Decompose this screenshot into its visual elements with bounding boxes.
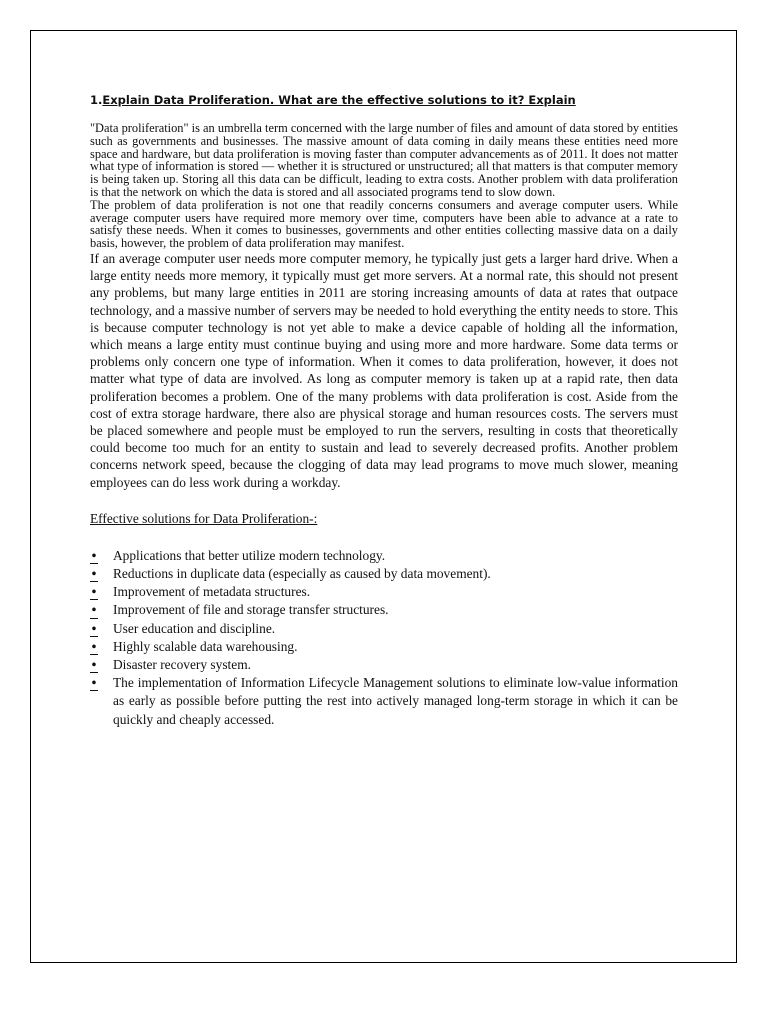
list-item-text: Reductions in duplicate data (especially as caused by data movement). [113, 566, 491, 582]
list-item [90, 638, 678, 656]
list-item-text: Disaster recovery system. [113, 657, 251, 673]
list-item-text: Applications that better utilize modern technology. [113, 547, 386, 563]
list-item-text: Improvement of metadata structures. [113, 584, 311, 600]
list-item [90, 601, 678, 619]
solutions-list [90, 547, 678, 729]
list-item [90, 674, 678, 729]
list-item [90, 565, 678, 583]
bullet-icon: • [90, 547, 98, 565]
bullet-icon: • [90, 656, 98, 674]
bullet-icon: • [90, 601, 98, 619]
document-body [90, 92, 678, 729]
paragraph-large-entities: If an average computer user needs more computer memory, he typically just gets a larger hard drive. When a large entity needs more memory, it typically must get more servers. At a normal rate, this should not present any problems, but many large entities in 2011 are storing increasing amounts of data at rates that outpace technology, and a massive number of servers may be needed to hold everything the entity needs to store. This is because computer technology is not yet able to make a device capable of holding all the information, which means a large entity must continue buying and using more and more hardware. Some data terms or problems only concern one type of information. When it comes to data proliferation, however, it does not matter what type of data are involved. As long as computer memory is taken up at a rapid rate, then data proliferation becomes a problem. One of the many problems with data proliferation is cost. Aside from the cost of extra storage hardware, there also are physical storage and human resources costs. The servers must be placed somewhere and people must be employed to run the servers, resulting in costs that theoretically could become too much for an entity to sustain and lead to severely decreased profits. Another problem concerns network speed, because the clogging of data may lead programs to move much slower, meaning employees can do less work during a workday. [90, 250, 678, 490]
bullet-icon: • [90, 565, 98, 583]
list-item [90, 620, 678, 638]
list-item-text: Highly scalable data warehousing. [113, 638, 298, 654]
list-item [90, 656, 678, 674]
bullet-icon: • [90, 674, 98, 692]
question-heading [90, 92, 678, 108]
bullet-icon: • [90, 638, 98, 656]
list-item [90, 547, 678, 565]
bullet-icon: • [90, 620, 98, 638]
list-item-text: The implementation of Information Lifecycle Management solutions to eliminate low-value information as early as possible before putting the rest into actively managed long-term storage in which it can be quickly and cheaply accessed. [113, 675, 678, 727]
list-item [90, 583, 678, 601]
list-item-text: Improvement of file and storage transfer structures. [113, 602, 389, 618]
list-item-text: User education and discipline. [113, 620, 276, 636]
bullet-icon: • [90, 583, 98, 601]
solutions-heading: Effective solutions for Data Proliferation-: [90, 510, 318, 526]
paragraph-consumers: The problem of data proliferation is not one that readily concerns consumers and average computer users. While average computer users have required more memory over time, computers have been able to advance at a rate to satisfy these needs. When it comes to businesses, governments and other entities collecting massive data on a daily basis, however, the problem of data proliferation may manifest. [90, 197, 678, 251]
heading-title: Explain Data Proliferation. What are the effective solutions to it? Explain [102, 93, 576, 107]
paragraph-definition: "Data proliferation" is an umbrella term concerned with the large number of files and amount of data stored by entities such as governments and businesses. The massive amount of data coming in daily means these entities need more space and hardware, but data proliferation is moving faster than computer advancements as of 2011. It does not matter what type of information is stored — whether it is structured or unstructured; all that matters is that computer memory is being taken up. Storing all this data can be difficult, leading to extra costs. Another problem with data proliferation is that the network on which the data is stored and all associated programs tend to slow down. [90, 121, 678, 199]
heading-number: 1. [90, 93, 103, 107]
